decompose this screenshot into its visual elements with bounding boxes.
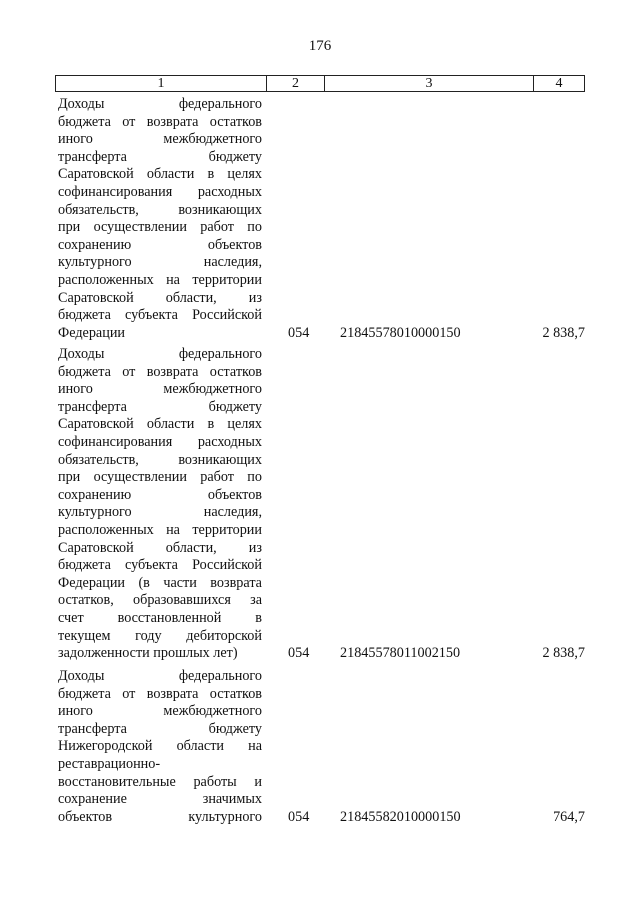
row-description [58,668,262,826]
description-line: текущем году дебиторской [58,627,262,644]
description-line: обязательств, возникающих [58,451,262,468]
description-line: культурного наследия, [58,254,262,271]
description-line: бюджета от возврата остатков [58,113,262,130]
description-line: реставрационно- [58,755,161,772]
description-line: задолженности прошлых лет) [58,645,238,662]
description-line: Доходы федерального [58,346,262,362]
page-number: 176 [308,38,332,54]
description-line: Федерации (в части возврата [58,574,262,591]
description-line: остатков, образовавшихся за [58,592,262,609]
description-line: при осуществлении работ по [58,219,262,236]
description-line: объектов культурного [58,808,262,825]
description-line: бюджета от возврата остатков [58,363,262,380]
description-line: Саратовской области в целях [58,416,262,433]
description-line: бюджета от возврата остатков [58,685,262,702]
description-line: иного межбюджетного [58,381,262,398]
row-description [58,96,262,342]
description-line: расположенных на территории [58,271,262,288]
description-line: Саратовской области, из [58,539,262,556]
table-row [58,96,585,342]
header-col-2: 2 [267,76,325,91]
description-line: Саратовской области в целях [58,166,262,183]
description-line: бюджета субъекта Российской [58,307,262,324]
budget-classification-code: 21845578011002150 [340,645,461,662]
header-col-3: 3 [325,76,534,91]
budget-classification-code: 21845582010000150 [340,808,461,825]
description-line: восстановительные работы и [58,773,262,790]
amount: 2 838,7 [542,324,585,341]
admin-code: 054 [288,645,310,662]
description-line: трансферта бюджету [58,720,262,737]
description-line: Федерации [58,324,126,341]
header-col-4: 4 [555,76,563,91]
description-line: софинансирования расходных [58,183,262,200]
description-line: обязательств, возникающих [58,201,262,218]
admin-code: 054 [288,808,310,825]
description-line: Доходы федерального [58,96,262,112]
description-line: сохранению объектов [58,486,262,503]
description-line: Нижегородской области на [58,738,262,755]
amount: 764,7 [553,808,585,825]
description-line: Доходы федерального [58,668,262,684]
description-line: расположенных на территории [58,521,262,538]
description-line: культурного наследия, [58,504,262,521]
description-line: софинансирования расходных [58,433,262,450]
table-row [58,668,585,826]
description-line: иного межбюджетного [58,703,262,720]
description-line: счет восстановленной в [58,609,262,626]
description-line: трансферта бюджету [58,148,262,165]
description-line: бюджета субъекта Российской [58,557,262,574]
amount: 2 838,7 [542,645,585,662]
description-line: Саратовской области, из [58,289,262,306]
description-line: трансферта бюджету [58,398,262,415]
header-col-1: 1 [56,76,267,91]
table-header [55,75,585,92]
description-line: иного межбюджетного [58,131,262,148]
budget-classification-code: 21845578010000150 [340,324,461,341]
table-row [58,346,585,663]
description-line: при осуществлении работ по [58,469,262,486]
admin-code: 054 [288,324,310,341]
description-line: сохранение значимых [58,791,262,808]
description-line: сохранению объектов [58,236,262,253]
row-description [58,346,262,663]
